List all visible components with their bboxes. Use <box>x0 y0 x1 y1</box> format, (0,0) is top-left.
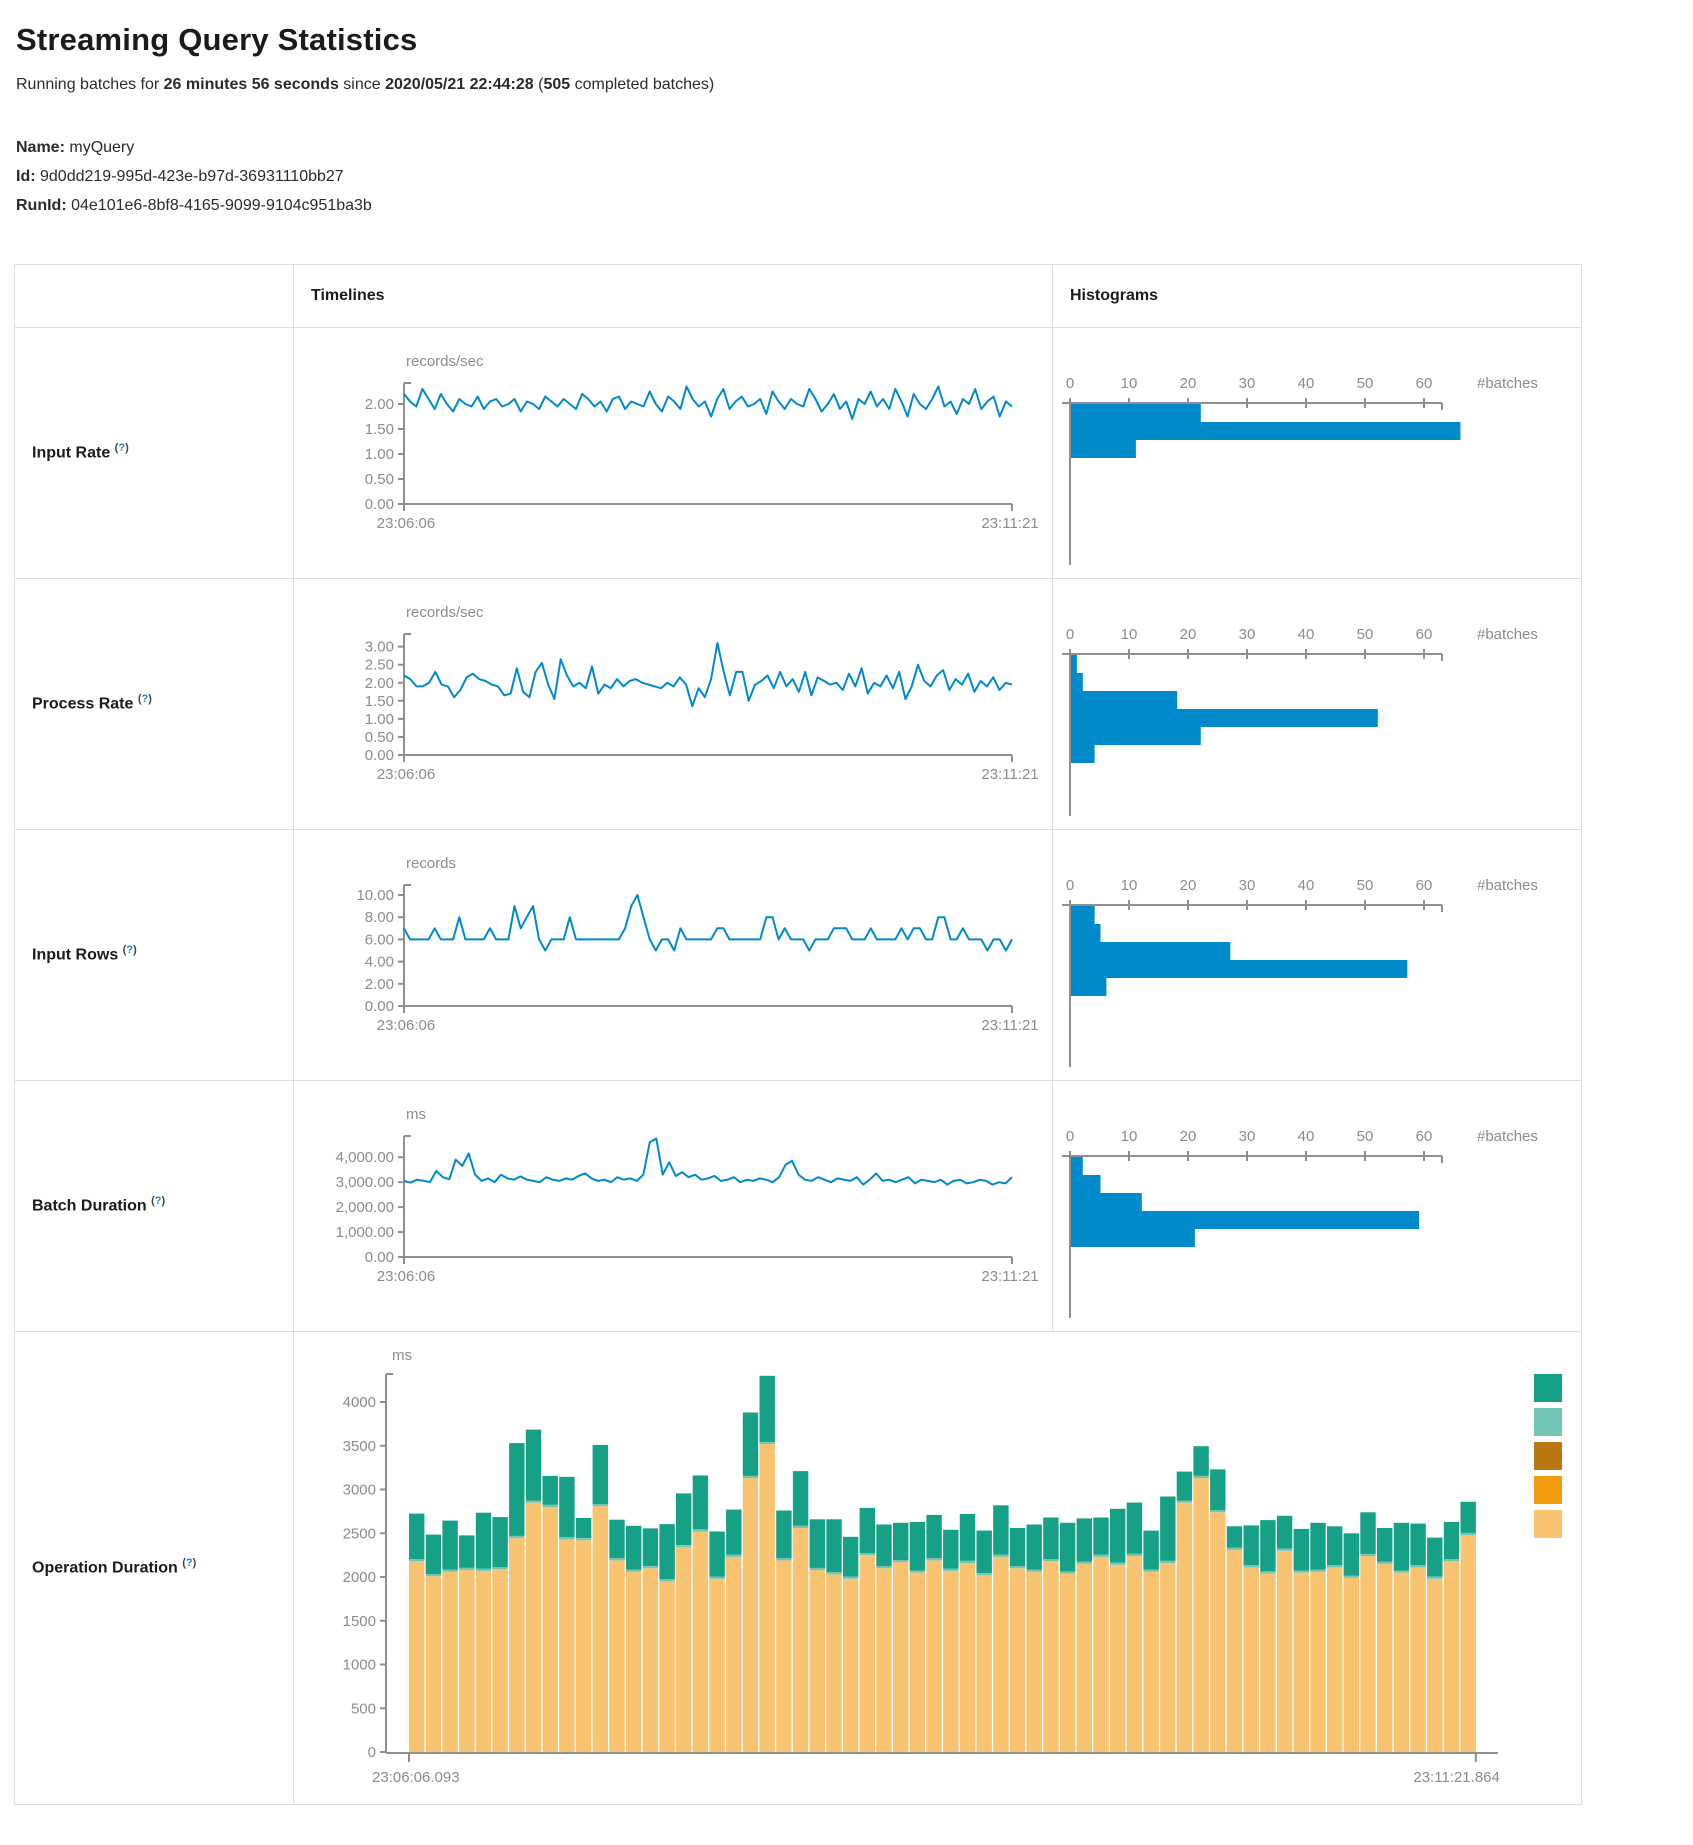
svg-text:23:06:06: 23:06:06 <box>376 514 436 532</box>
row-label-cell-input-rate <box>15 327 294 578</box>
legend-swatch-0 <box>1534 1374 1562 1402</box>
svg-text:23:11:21: 23:11:21 <box>981 514 1039 532</box>
svg-text:4.00: 4.00 <box>364 953 394 971</box>
input-rate-timeline-chart[interactable] <box>294 328 1050 578</box>
svg-text:20: 20 <box>1179 1127 1197 1145</box>
svg-text:2.50: 2.50 <box>364 656 394 674</box>
svg-text:1,000.00: 1,000.00 <box>335 1223 394 1241</box>
summary-post: completed batches) <box>570 76 715 93</box>
summary-start-time: 2020/05/21 22:44:28 <box>385 76 534 93</box>
header-empty-cell <box>15 264 294 327</box>
page-title: Streaming Query Statistics <box>16 22 418 57</box>
svg-text:1500: 1500 <box>342 1612 376 1630</box>
query-name-line <box>16 134 1693 161</box>
svg-text:50: 50 <box>1356 1127 1374 1145</box>
svg-text:3000: 3000 <box>342 1481 376 1499</box>
svg-text:0: 0 <box>1065 876 1075 894</box>
svg-text:0.50: 0.50 <box>364 728 394 746</box>
process-rate-histogram-cell <box>1053 578 1582 829</box>
header-histograms: Histograms <box>1053 264 1582 327</box>
svg-text:30: 30 <box>1238 374 1256 392</box>
input-rows-label: Input Rows (?) <box>32 944 137 964</box>
batch-duration-row <box>15 1080 1582 1331</box>
svg-text:40: 40 <box>1297 374 1315 392</box>
process-rate-histogram[interactable] <box>1053 579 1579 829</box>
row-label-cell-process-rate <box>15 578 294 829</box>
query-name-value: myQuery <box>69 139 135 156</box>
legend-swatch-1 <box>1534 1408 1562 1436</box>
batch-duration-timeline-chart[interactable] <box>294 1081 1050 1331</box>
svg-text:4000: 4000 <box>342 1393 376 1411</box>
svg-text:30: 30 <box>1238 876 1256 894</box>
input-rate-help-icon[interactable]: (?) <box>114 442 129 455</box>
operation-duration-row <box>15 1331 1582 1804</box>
batch-duration-help-icon[interactable]: (?) <box>151 1195 166 1208</box>
input-rows-histogram[interactable] <box>1053 830 1579 1080</box>
operation-duration-help-icon[interactable]: (?) <box>182 1557 197 1570</box>
svg-text:0.00: 0.00 <box>364 495 394 513</box>
summary-paren: ( <box>533 76 544 93</box>
svg-text:1.00: 1.00 <box>364 445 394 463</box>
summary-pre: Running batches for <box>16 76 164 93</box>
svg-text:3500: 3500 <box>342 1437 376 1455</box>
row-label-cell-operation-duration <box>15 1331 294 1804</box>
input-rows-histogram-cell <box>1053 829 1582 1080</box>
svg-text:2.00: 2.00 <box>364 975 394 993</box>
legend-swatch-2 <box>1534 1442 1562 1470</box>
svg-text:ms: ms <box>392 1346 412 1364</box>
svg-text:records/sec: records/sec <box>406 603 484 621</box>
running-batches-summary <box>16 76 1693 94</box>
svg-text:10: 10 <box>1120 625 1138 643</box>
svg-text:0: 0 <box>1065 1127 1075 1145</box>
svg-text:23:11:21.864: 23:11:21.864 <box>1413 1768 1500 1786</box>
svg-text:10: 10 <box>1120 1127 1138 1145</box>
legend-swatch-4 <box>1534 1510 1562 1538</box>
svg-text:0.00: 0.00 <box>364 997 394 1015</box>
svg-text:2000: 2000 <box>342 1568 376 1586</box>
input-rows-timeline-chart[interactable] <box>294 830 1050 1080</box>
svg-text:23:11:21: 23:11:21 <box>981 1016 1039 1034</box>
svg-text:3,000.00: 3,000.00 <box>335 1173 394 1191</box>
header-timelines: Timelines <box>294 264 1053 327</box>
operation-duration-chart[interactable] <box>294 1332 1580 1804</box>
svg-text:#batches: #batches <box>1477 374 1538 392</box>
svg-text:50: 50 <box>1356 374 1374 392</box>
input-rows-timeline-cell <box>294 829 1053 1080</box>
svg-text:60: 60 <box>1415 1127 1433 1145</box>
svg-text:1000: 1000 <box>342 1656 376 1674</box>
svg-text:0.00: 0.00 <box>364 1248 394 1266</box>
svg-text:records: records <box>406 854 457 872</box>
input-rate-histogram[interactable] <box>1053 328 1579 578</box>
svg-text:0: 0 <box>1065 374 1075 392</box>
table-header-row <box>15 264 1582 327</box>
batch-duration-timeline-cell <box>294 1080 1053 1331</box>
operation-duration-label: Operation Duration (?) <box>32 1557 197 1577</box>
svg-text:2,000.00: 2,000.00 <box>335 1198 394 1216</box>
svg-text:10.00: 10.00 <box>356 886 394 904</box>
svg-text:1.50: 1.50 <box>364 692 394 710</box>
svg-text:3.00: 3.00 <box>364 638 394 656</box>
svg-text:records/sec: records/sec <box>406 352 484 370</box>
svg-text:40: 40 <box>1297 1127 1315 1145</box>
svg-text:1.00: 1.00 <box>364 710 394 728</box>
process-rate-row <box>15 578 1582 829</box>
svg-text:10: 10 <box>1120 876 1138 894</box>
row-label-cell-input-rows <box>15 829 294 1080</box>
svg-text:2.00: 2.00 <box>364 395 394 413</box>
process-rate-label: Process Rate (?) <box>32 693 152 713</box>
svg-text:0: 0 <box>367 1743 376 1761</box>
svg-text:23:06:06: 23:06:06 <box>376 765 436 783</box>
svg-text:2.00: 2.00 <box>364 674 394 692</box>
summary-mid: since <box>338 76 386 93</box>
svg-text:30: 30 <box>1238 625 1256 643</box>
batch-duration-label: Batch Duration (?) <box>32 1195 166 1215</box>
process-rate-timeline-chart[interactable] <box>294 579 1050 829</box>
svg-text:0.00: 0.00 <box>364 746 394 764</box>
svg-text:50: 50 <box>1356 876 1374 894</box>
svg-text:30: 30 <box>1238 1127 1256 1145</box>
svg-text:6.00: 6.00 <box>364 930 394 948</box>
svg-text:23:06:06.093: 23:06:06.093 <box>372 1768 460 1786</box>
svg-text:20: 20 <box>1179 374 1197 392</box>
svg-text:#batches: #batches <box>1477 625 1538 643</box>
input-rate-row <box>15 327 1582 578</box>
svg-text:50: 50 <box>1356 625 1374 643</box>
legend-swatch-3 <box>1534 1476 1562 1504</box>
svg-text:40: 40 <box>1297 625 1315 643</box>
operation-duration-chart-cell <box>294 1331 1582 1804</box>
svg-text:20: 20 <box>1179 625 1197 643</box>
batch-duration-histogram-cell <box>1053 1080 1582 1331</box>
summary-duration: 26 minutes 56 seconds <box>163 76 339 93</box>
row-label-cell-batch-duration <box>15 1080 294 1331</box>
input-rows-help-icon[interactable]: (?) <box>122 944 137 957</box>
svg-text:ms: ms <box>406 1105 426 1123</box>
query-runid-line <box>16 192 1693 219</box>
svg-text:23:06:06: 23:06:06 <box>376 1267 436 1285</box>
input-rate-histogram-cell <box>1053 327 1582 578</box>
svg-text:20: 20 <box>1179 876 1197 894</box>
svg-text:23:11:21: 23:11:21 <box>981 765 1039 783</box>
svg-text:#batches: #batches <box>1477 1127 1538 1145</box>
svg-text:60: 60 <box>1415 374 1433 392</box>
svg-text:23:11:21: 23:11:21 <box>981 1267 1039 1285</box>
query-id-line <box>16 163 1693 190</box>
svg-text:0: 0 <box>1065 625 1075 643</box>
svg-text:2500: 2500 <box>342 1524 376 1542</box>
svg-text:4,000.00: 4,000.00 <box>335 1148 394 1166</box>
svg-text:60: 60 <box>1415 876 1433 894</box>
svg-text:500: 500 <box>350 1699 376 1717</box>
batch-duration-histogram[interactable] <box>1053 1081 1579 1331</box>
svg-text:1.50: 1.50 <box>364 420 394 438</box>
summary-batch-count: 505 <box>543 76 571 93</box>
process-rate-help-icon[interactable]: (?) <box>137 693 152 706</box>
runid-label: RunId: <box>16 197 67 215</box>
input-rate-timeline-cell <box>294 327 1053 578</box>
svg-text:0.50: 0.50 <box>364 470 394 488</box>
svg-text:60: 60 <box>1415 625 1433 643</box>
query-id-value: 9d0dd219-995d-423e-b97d-36931110bb27 <box>40 168 344 186</box>
statistics-table <box>14 264 1582 1805</box>
query-runid-value: 04e101e6-8bf8-4165-9099-9104c951ba3b <box>71 197 372 215</box>
svg-text:40: 40 <box>1297 876 1315 894</box>
input-rows-row <box>15 829 1582 1080</box>
svg-text:10: 10 <box>1120 374 1138 392</box>
svg-text:23:06:06: 23:06:06 <box>376 1016 436 1034</box>
process-rate-timeline-cell <box>294 578 1053 829</box>
svg-text:#batches: #batches <box>1477 876 1538 894</box>
svg-text:8.00: 8.00 <box>364 908 394 926</box>
input-rate-label: Input Rate (?) <box>32 442 129 462</box>
id-label: Id: <box>16 168 36 186</box>
name-label: Name: <box>16 139 65 156</box>
